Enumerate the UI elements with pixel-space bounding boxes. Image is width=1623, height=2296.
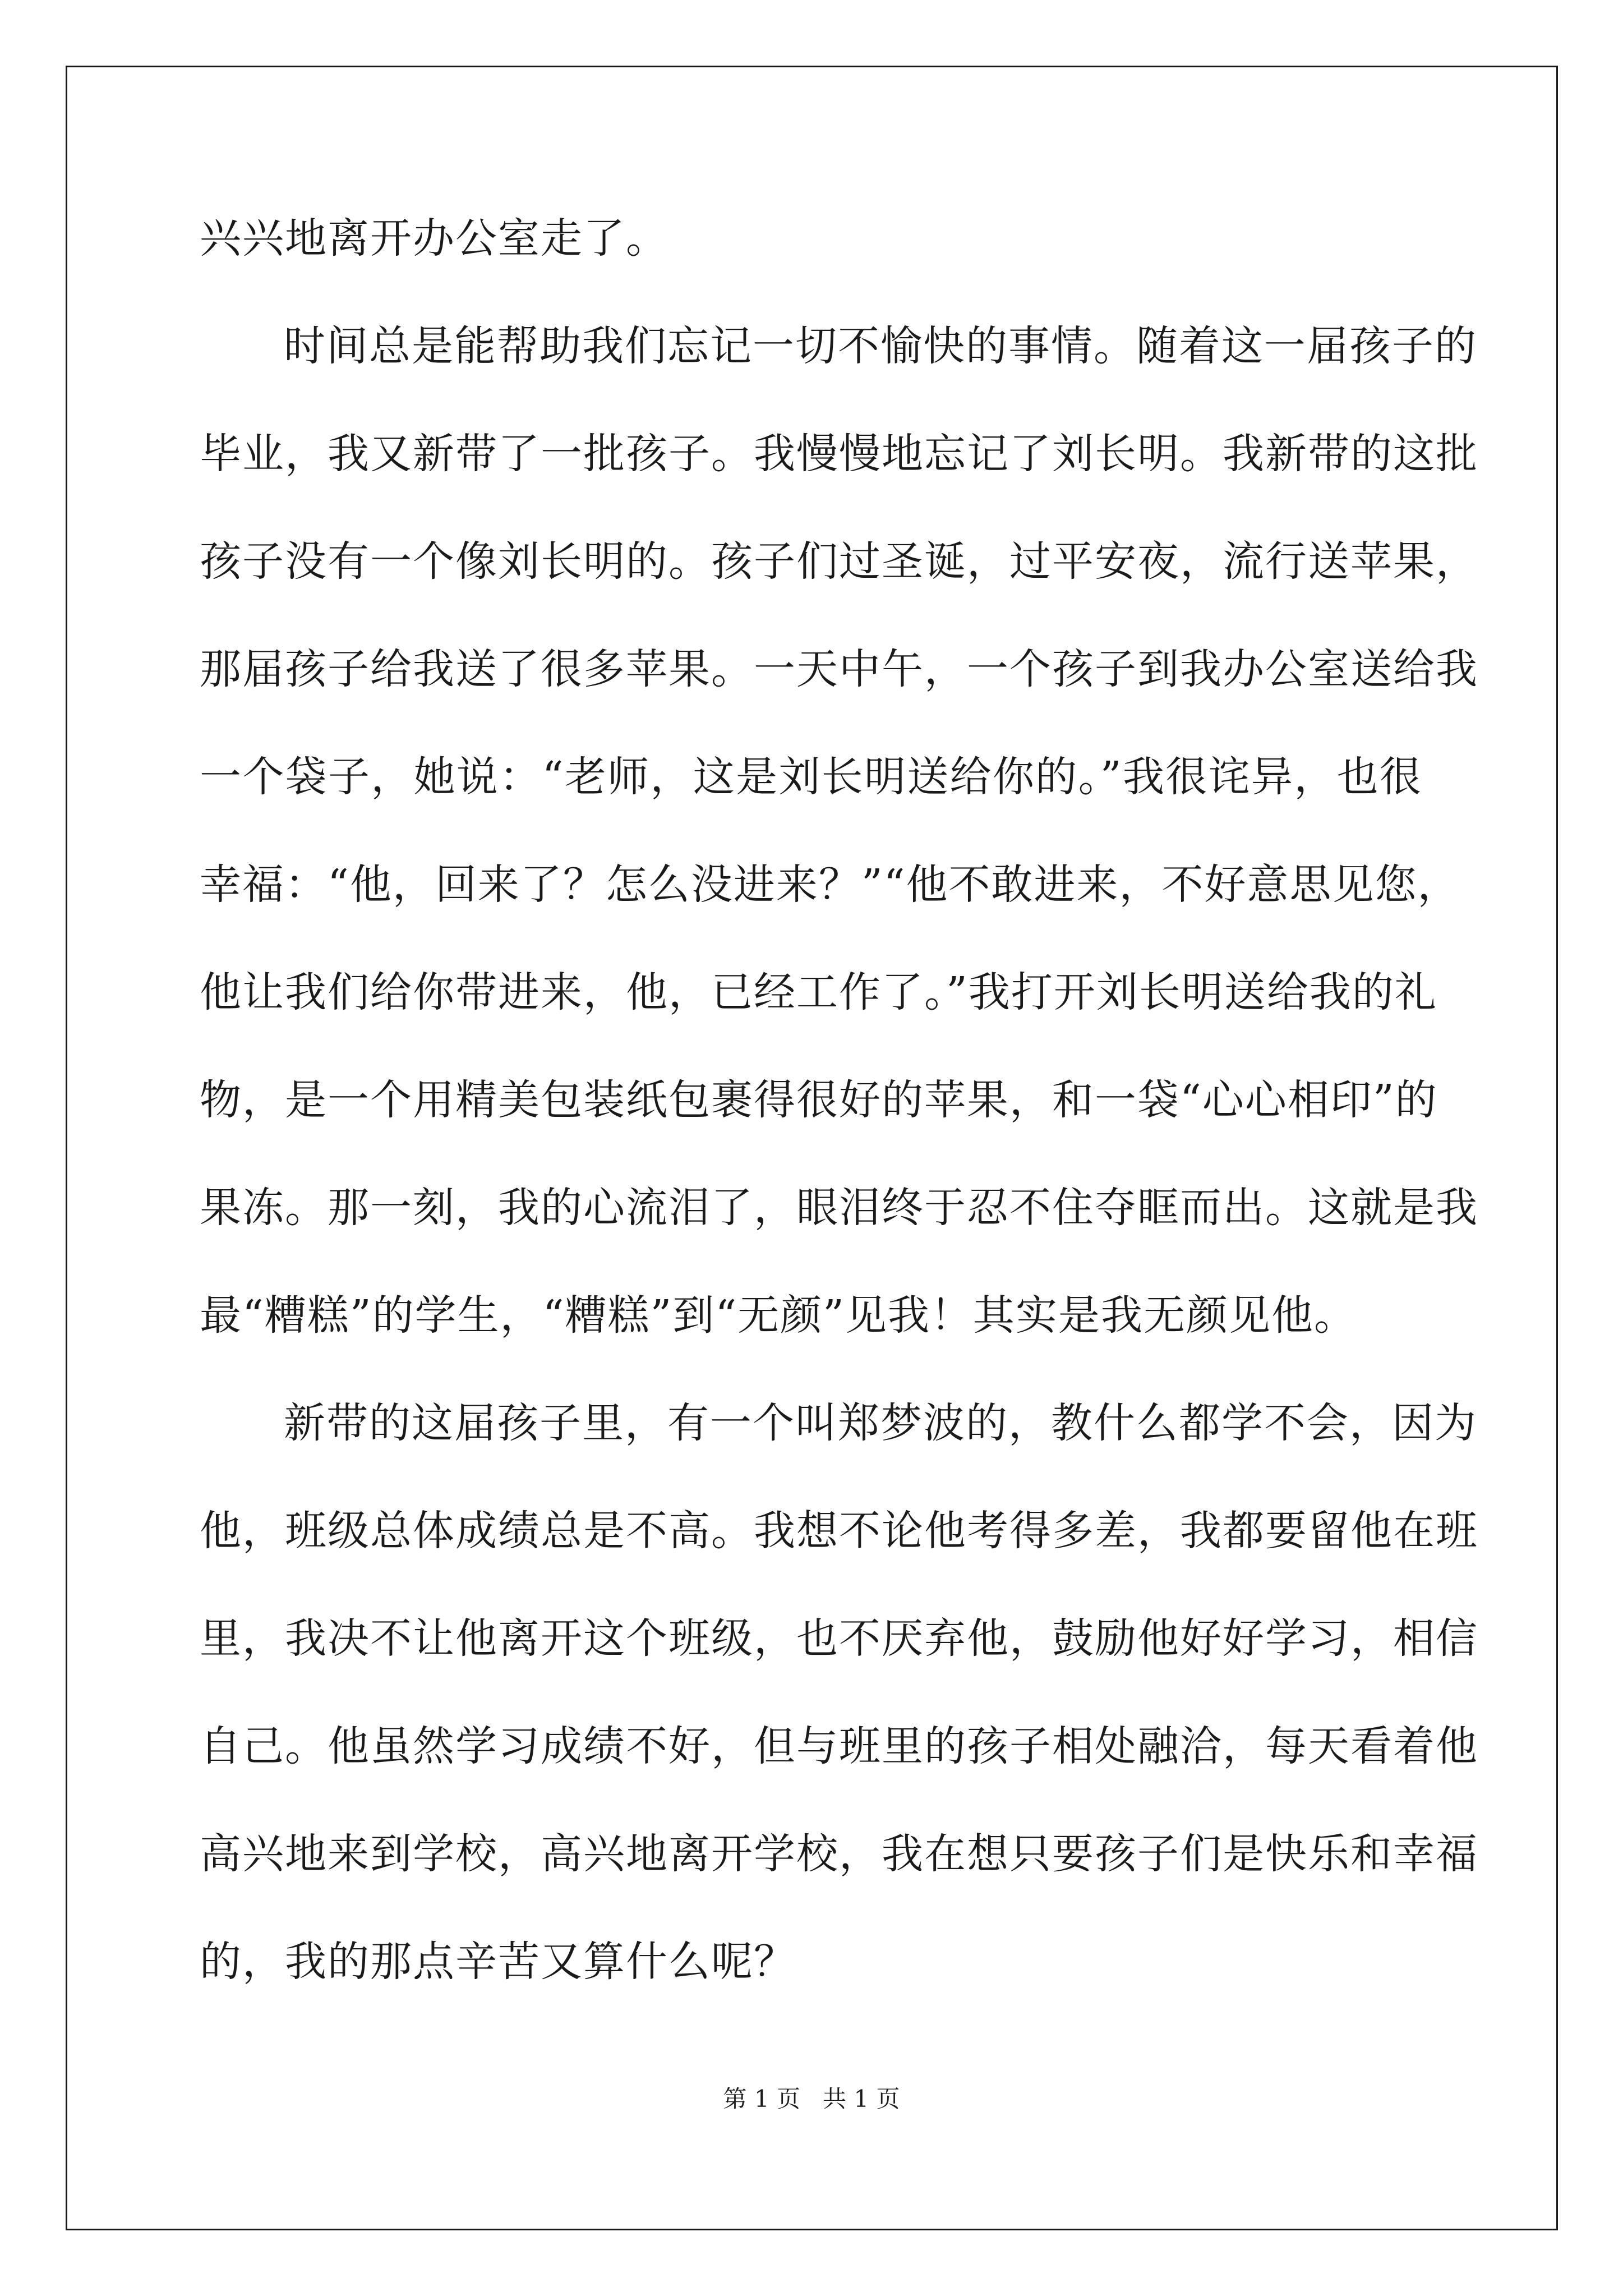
text-line: 幸福：“他，回来了？怎么没进来？”“他不敢进来，不好意思见您， bbox=[200, 861, 1460, 909]
text-line: 他，班级总体成绩总是不高。我想不论他考得多差，我都要留他在班 bbox=[200, 1507, 1478, 1555]
text-line: 时间总是能帮助我们忘记一切不愉快的事情。随着这一届孩子的 bbox=[284, 322, 1477, 370]
text-line: 毕业，我又新带了一批孩子。我慢慢地忘记了刘长明。我新带的这批 bbox=[200, 430, 1478, 478]
text-line: 孩子没有一个像刘长明的。孩子们过圣诞，过平安夜，流行送苹果， bbox=[200, 537, 1478, 586]
text-line: 自己。他虽然学习成绩不好，但与班里的孩子相处融洽，每天看着他 bbox=[200, 1722, 1478, 1770]
page-footer bbox=[0, 2083, 1623, 2115]
document-body bbox=[200, 210, 1478, 2041]
text-line: 一个袋子，她说：“老师，这是刘长明送给你的。”我很诧异，也很 bbox=[200, 753, 1422, 801]
page-number: 第 1 页 bbox=[723, 2085, 800, 2113]
text-line: 那届孩子给我送了很多苹果。一天中午，一个孩子到我办公室送给我 bbox=[200, 645, 1478, 693]
text-line: 新带的这届孩子里，有一个叫郑梦波的，教什么都学不会，因为 bbox=[284, 1399, 1477, 1447]
text-line: 他让我们给你带进来，他，已经工作了。”我打开刘长明送给我的礼 bbox=[200, 968, 1437, 1016]
text-line: 高兴地来到学校，高兴地离开学校，我在想只要孩子们是快乐和幸福 bbox=[200, 1830, 1478, 1878]
text-line: 最“糟糕”的学生，“糟糕”到“无颜”见我！其实是我无颜见他。 bbox=[200, 1291, 1357, 1340]
text-line: 物，是一个用精美包装纸包裹得很好的苹果，和一袋“心心相印”的 bbox=[200, 1076, 1438, 1124]
text-line: 果冻。那一刻，我的心流泪了，眼泪终于忍不住夺眶而出。这就是我 bbox=[200, 1184, 1478, 1232]
page-total: 共 1 页 bbox=[823, 2085, 900, 2113]
text-line: 的，我的那点辛苦又算什么呢？ bbox=[200, 1938, 796, 1986]
text-line: 里，我决不让他离开这个班级，也不厌弃他，鼓励他好好学习，相信 bbox=[200, 1614, 1478, 1663]
text-line: 兴兴地离开办公室走了。 bbox=[200, 214, 668, 263]
